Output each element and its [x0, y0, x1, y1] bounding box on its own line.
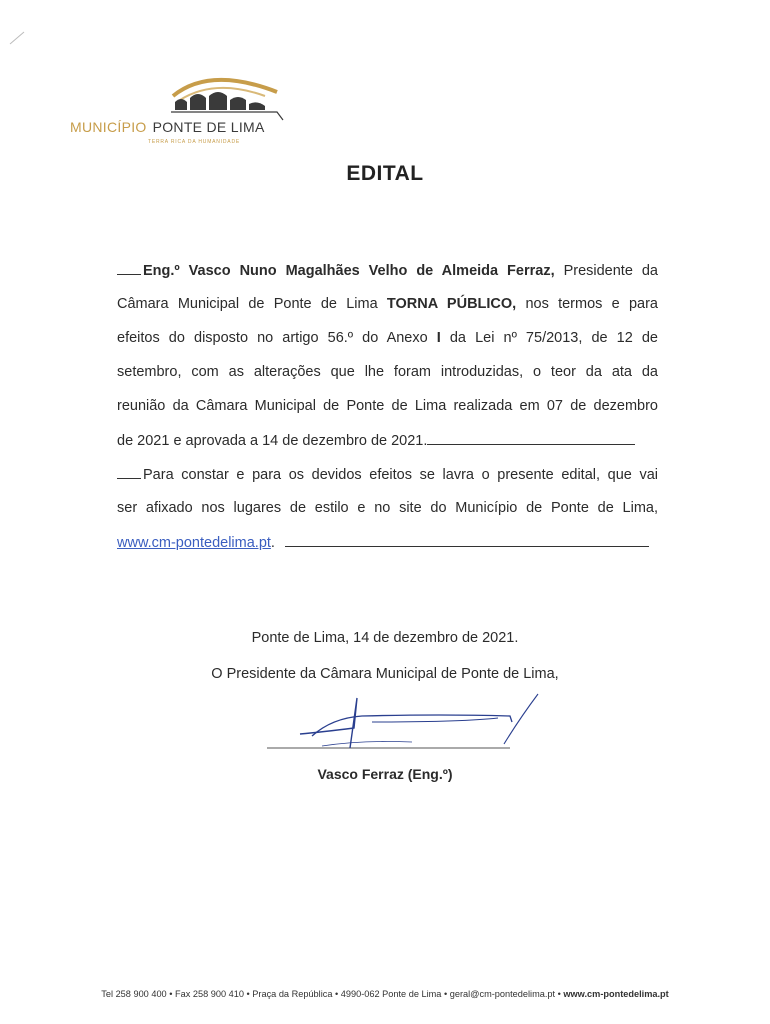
fill-line [427, 432, 635, 445]
signature-image [262, 688, 552, 758]
p1-line-3: efeitos do disposto no artigo 56.º do Anexo I da Lei nº 75/2013, de 12 de [117, 330, 658, 346]
footer-text: Tel 258 900 400 • Fax 258 900 410 • Praça da República • 4990-062 Ponte de Lima • geral@cm-pontedelima.pt • [101, 989, 564, 999]
p1-line-4: setembro, com as alterações que lhe foram introduzidas, o teor da ata da [117, 364, 658, 380]
p1-line-5: reunião da Câmara Municipal de Ponte de Lima realizada em 07 de dezembro [117, 398, 658, 414]
municipality-logo [70, 66, 300, 156]
footer-contacts [0, 989, 770, 999]
signer-name: Vasco Ferraz (Eng.º) [317, 766, 453, 782]
scan-mark [8, 28, 28, 48]
logo-tagline: TERRA RICA DA HUMANIDADE [148, 139, 240, 145]
leading-dash [117, 466, 141, 479]
p1-line-6: de 2021 e aprovada a 14 de dezembro de 2021. [117, 432, 658, 449]
logo-municipio: MUNICÍPIO [70, 119, 147, 135]
president-name: Eng.º Vasco Nuno Magalhães Velho de Almeida Ferraz, [143, 263, 555, 279]
p2-line-3: www.cm-pontedelima.pt. [117, 534, 658, 551]
document-title: EDITAL [346, 162, 424, 185]
bridge-logo-icon [165, 66, 285, 122]
p2-line-1: Para constar e para os devidos efeitos se lavra o presente edital, que vai [117, 466, 658, 483]
president-role: O Presidente da Câmara Municipal de Ponte de Lima, [211, 666, 559, 682]
p2-line-2: ser afixado nos lugares de estilo e no site do Município de Ponte de Lima, [117, 500, 658, 516]
footer-website[interactable]: www.cm-pontedelima.pt [563, 989, 669, 999]
torna-publico: TORNA PÚBLICO, [386, 296, 517, 312]
website-link[interactable]: www.cm-pontedelima.pt [117, 535, 271, 551]
logo-wordmark [70, 119, 265, 135]
logo-ponte-de-lima: PONTE DE LIMA [152, 119, 265, 135]
p1-line-2: Câmara Municipal de Ponte de Lima TORNA PÚBLICO, nos termos e para [117, 296, 658, 312]
leading-dash [117, 262, 141, 275]
place-date: Ponte de Lima, 14 de dezembro de 2021. [251, 630, 519, 646]
p1-line-1: Eng.º Vasco Nuno Magalhães Velho de Almeida Ferraz, Presidente da [117, 262, 658, 279]
fill-line [285, 534, 649, 547]
